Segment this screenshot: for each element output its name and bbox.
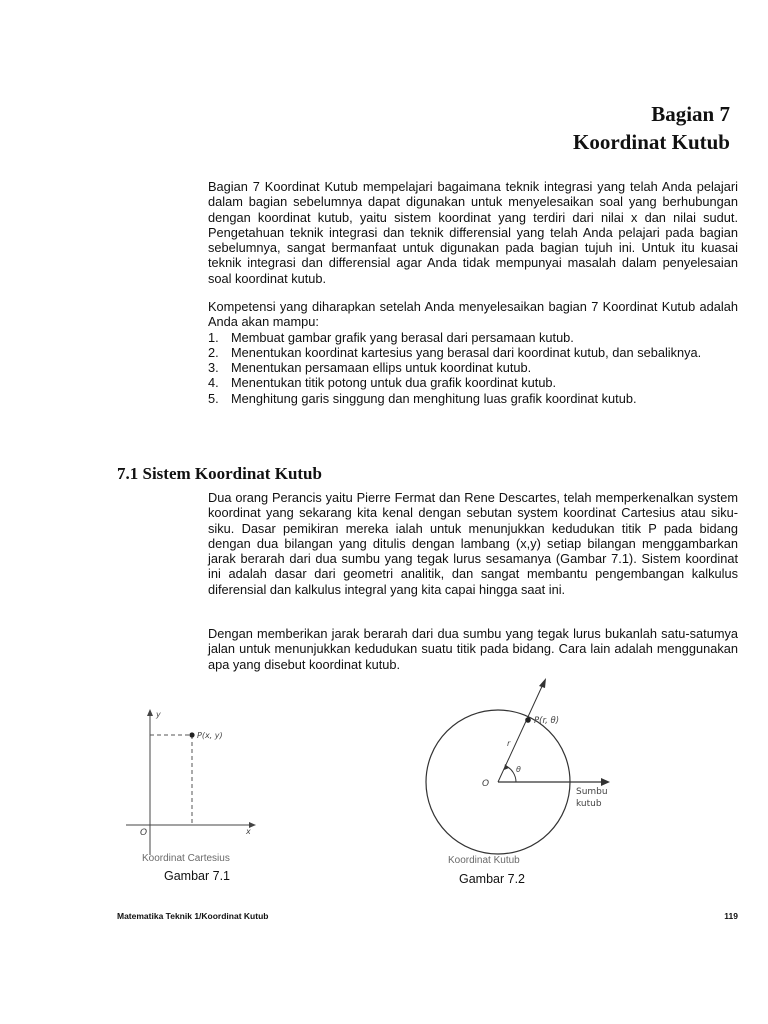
chapter-title: Koordinat Kutub: [573, 130, 730, 154]
axis-label-line1: Sumbu: [576, 787, 608, 797]
axis-label-line2: kutub: [576, 799, 602, 809]
intro-paragraph: Bagian 7 Koordinat Kutub mempelajari bagaimana teknik integrasi yang telah Anda pelajari dalam bagian sebelumnya dapat digunakan untuk menyelesaikan soal yang berhubungan dengan koordinat kutub, yaitu sistem koordinat yang terdiri dari nilai x dan nilai sudut. Pengetahuan teknik integrasi dan teknik differensial yang telah Anda pelajari pada bagian sebelumnya, sangat bermanfaat untuk digunakan pada bagian tujuh ini. Untuk itu kuasai teknik integrasi dan differensial agar Anda tidak mempunyai masalah dalam penyelesaian soal koordinat kutub.: [208, 179, 738, 286]
chapter-number: Bagian 7: [651, 102, 730, 126]
x-axis-label: x: [246, 827, 251, 836]
origin-label: O: [482, 779, 490, 789]
section-paragraph-2: Dengan memberikan jarak berarah dari dua sumbu yang tegak lurus bukanlah satu-satumya jalan untuk menunjukkan kedudukan suatu titik pada bidang. Cara lain adalah menggunakan apa yang disebut koordinat kutub.: [208, 626, 738, 672]
list-item-number: 5.: [208, 390, 219, 406]
section-title: 7.1 Sistem Koordinat Kutub: [117, 464, 322, 483]
y-axis-arrow-icon: [147, 709, 153, 716]
list-item: [208, 375, 738, 390]
list-item-text: Membuat gambar grafik yang berasal dari persamaan kutub.: [231, 329, 574, 345]
competency-block: [208, 299, 738, 406]
list-item-number: 1.: [208, 329, 219, 345]
list-item: [208, 345, 738, 360]
figure2-caption: Koordinat Kutub: [448, 855, 520, 866]
figure1-caption: Koordinat Cartesius: [142, 853, 230, 864]
point-label: P(x, y): [197, 731, 223, 740]
list-item-text: Menentukan persamaan ellips untuk koordinat kutub.: [231, 360, 532, 376]
point-label: P(r, θ): [534, 716, 560, 726]
ray-arrow-icon: [539, 678, 546, 688]
footer-title: Matematika Teknik 1/Koordinat Kutub: [117, 911, 269, 921]
point-p-icon: [189, 732, 194, 737]
list-item-number: 3.: [208, 360, 219, 376]
figure2-label: Gambar 7.2: [459, 872, 526, 886]
list-item-number: 4.: [208, 375, 219, 391]
list-item: [208, 391, 738, 406]
angle-label: θ: [516, 765, 521, 774]
polar-figure: [410, 672, 620, 857]
list-item-text: Menentukan titik potong untuk dua grafik koordinat kutub.: [231, 375, 557, 391]
y-axis-label: y: [156, 710, 161, 719]
origin-label: O: [140, 828, 148, 838]
competency-lead: Kompetensi yang diharapkan setelah Anda menyelesaikan bagian 7 Koordinat Kutub adalah Anda akan mampu:: [208, 299, 738, 330]
section-paragraph-1: Dua orang Perancis yaitu Pierre Fermat dan Rene Descartes, telah memperkenalkan system koordinat yang sekarang kita kenal dengan sebutan system koordinat Cartesius atau siku-siku. Dasar pemikiran mereka ialah untuk menunjukkan kedudukan titik P pada bidang dengan dua bilangan yang ditulis dengan lambang (x,y) setiap bilangan menggambarkan jarak berarah dari dua sumbu yang tegak lurus sesamanya (Gambar 7.1). Sistem koordinat ini adalah dasar dari geometri analitik, dan sangat membantu pengembangan kalkulus diferensial dan kalkulus integral yang kita capai hingga saat ini.: [208, 490, 738, 597]
polar-axis-arrow-icon: [601, 778, 610, 786]
page-number: 119: [724, 911, 738, 921]
point-p-icon: [525, 717, 531, 723]
competency-list: [208, 330, 738, 406]
list-item: [208, 360, 738, 375]
list-item: [208, 330, 738, 345]
radius-label: r: [507, 739, 511, 748]
list-item-text: Menentukan koordinat kartesius yang berasal dari koordinat kutub, dan sebaliknya.: [231, 344, 702, 360]
list-item-text: Menghitung garis singgung dan menghitung luas grafik koordinat kutub.: [231, 390, 637, 406]
figure1-label: Gambar 7.1: [164, 869, 231, 883]
list-item-number: 2.: [208, 344, 219, 360]
cartesian-figure: [120, 705, 270, 865]
